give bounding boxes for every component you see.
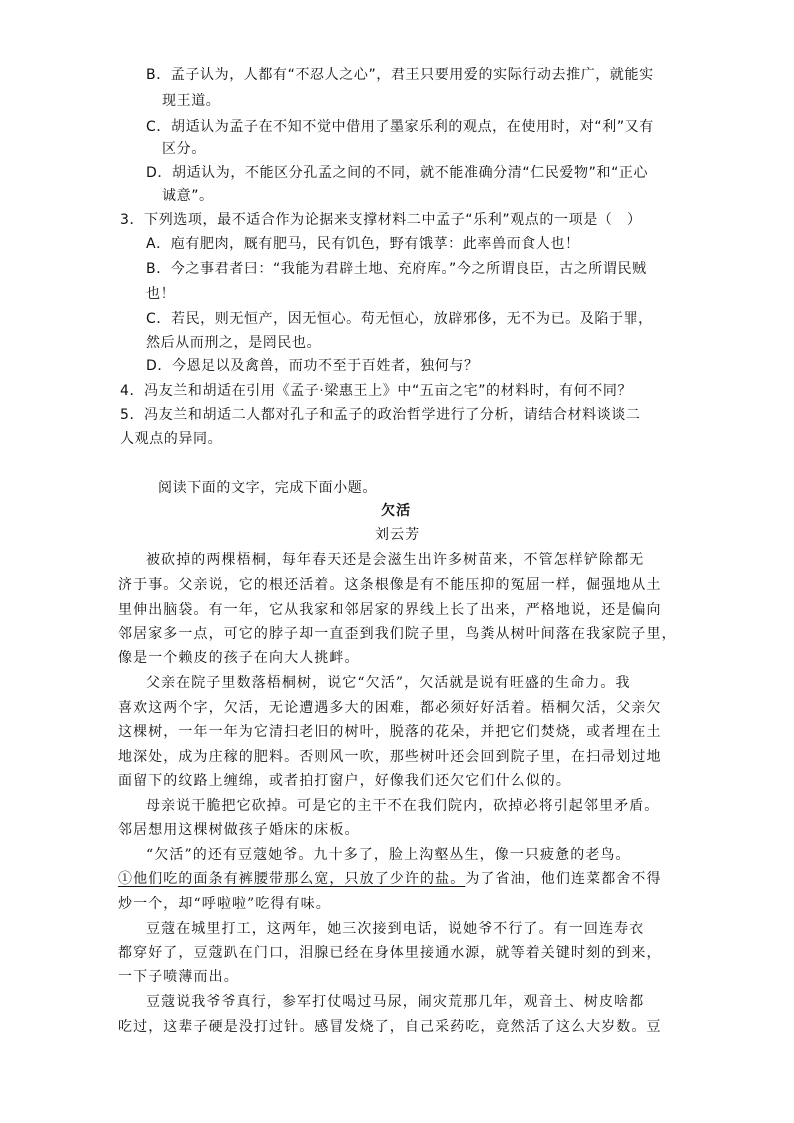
story-line: 邻居想用这棵树做孩子婚床的床板。 xyxy=(118,822,360,838)
q5-stem-line2: 人观点的异同。 xyxy=(120,431,223,447)
q2-option-b-line1: B．孟子认为，人都有“不忍人之心”，君王只要用爱的实际行动去推广，就能实 xyxy=(146,67,654,83)
story-line: 都穿好了，豆蔻趴在门口，泪腺已经在身体里接通水源，就等着关键时刻的到来， xyxy=(118,945,662,961)
story-line: 这棵树，一年一年为它清扫老旧的树叶，脱落的花朵，并把它们焚烧，或者埋在土 xyxy=(118,724,662,740)
story-line: 父亲在院子里数落梧桐树，说它“欠活”，欠活就是说有旺盛的生命力。我 xyxy=(146,675,631,691)
story-line: 吃过，这辈子硬是没打过针。感冒发烧了，自己采药吃，竟然活了这么大岁数。豆 xyxy=(118,1019,662,1035)
q3-option-d: D．今恩足以及禽兽，而功不至于百姓者，独何与？ xyxy=(146,358,479,374)
story-line: 济于事。父亲说，它的根还活着。这条根像是有不能压抑的冤屈一样，倔强地从土 xyxy=(118,577,662,593)
q2-option-d-line2: 诚意”。 xyxy=(162,188,214,204)
story-line: 母亲说干脆把它砍掉。可是它的主干不在我们院内，砍掉必将引起邻里矛盾。 xyxy=(146,798,660,814)
story-line: “欠活”的还有豆蔻她爷。九十多了，脸上沟壑丛生，像一只疲惫的老鸟。 xyxy=(146,847,631,863)
q3-option-b-line2: 也！ xyxy=(146,286,176,302)
reading-instruction: 阅读下面的文字，完成下面小题。 xyxy=(158,480,377,496)
story-line: 地深处，成为庄稼的肥料。否则风一吹，那些树叶还会回到院子里，在扫帚划过地 xyxy=(118,749,662,765)
q4-stem: 4．冯友兰和胡适在引用《孟子·梁惠王上》中“五亩之宅”的材料时，有何不同？ xyxy=(120,383,633,399)
story-author: 刘云芳 xyxy=(375,527,421,543)
story-line: 豆蔻在城里打工，这两年，她三次接到电话，说她爷不行了。有一回连寿衣 xyxy=(146,921,645,937)
story-line: 面留下的纹路上缠绵，或者拍打窗户，好像我们还欠它们什么似的。 xyxy=(118,773,571,789)
story-line: 炒一个，却“呼啦啦”吃得有味。 xyxy=(118,896,331,912)
q3-option-a: A．庖有肥肉，厩有肥马，民有饥色，野有饿莩：此率兽而食人也！ xyxy=(146,236,580,252)
q3-option-c-line1: C．若民，则无恒产，因无恒心。苟无恒心，放辟邪侈，无不为已。及陷于罪， xyxy=(146,311,653,327)
story-line: 邻居家多一点，可它的脖子却一直歪到我们院子里，鸟粪从树叶间落在我家院子里， xyxy=(118,626,677,642)
q2-option-d-line1: D．胡适认为，不能区分孔孟之间的不同，就不能准确分清“仁民爱物”和“正心 xyxy=(146,165,649,181)
q2-option-b-line2: 现王道。 xyxy=(162,93,221,109)
q3-option-b-line1: B．今之事君者曰：“我能为君辟土地、充府库。”今之所谓良臣，古之所谓民贼 xyxy=(146,261,647,277)
story-line: 喜欢这两个字，欠活，无论遭遇多大的困难，都必须好好活着。梧桐欠活，父亲欠 xyxy=(118,700,662,716)
story-line: 被砍掉的两棵梧桐，每年春天还是会滋生出许多树苗来，不管怎样铲除都无 xyxy=(146,552,645,568)
q2-option-c-line1: C．胡适认为孟子在不知不觉中借用了墨家乐利的观点，在使用时，对“利”又有 xyxy=(146,119,654,135)
underlined-sentence-1: ①他们吃的面条有裤腰带那么宽，只放了少许的盐。 xyxy=(118,871,466,887)
story-line: 豆蔻说我爷爷真行，参军打仗喝过马尿，闹灾荒那几年，观音土、树皮啥都 xyxy=(146,994,645,1010)
story-title: 欠活 xyxy=(381,503,412,519)
q3-stem: 3．下列选项，最不适合作为论据来支撑材料二中孟子“乐利”观点的一项是（ ） xyxy=(120,212,642,228)
story-line-continuation: 为了省油，他们连菜都舍不得 xyxy=(465,871,662,887)
q3-option-c-line2: 然后从而刑之，是罔民也。 xyxy=(146,335,322,351)
story-line: 一下子喷薄而出。 xyxy=(118,969,239,985)
q5-stem-line1: 5．冯友兰和胡适二人都对孔子和孟子的政治哲学进行了分析，请结合材料谈谈二 xyxy=(120,407,641,423)
story-line: 像是一个赖皮的孩子在向大人挑衅。 xyxy=(118,650,360,666)
story-line: 里伸出脑袋。有一年，它从我家和邻居家的界线上长了出来，严格地说，还是偏向 xyxy=(118,602,662,618)
story-line-underlined-row xyxy=(118,869,662,889)
q2-option-c-line2: 区分。 xyxy=(162,141,206,157)
